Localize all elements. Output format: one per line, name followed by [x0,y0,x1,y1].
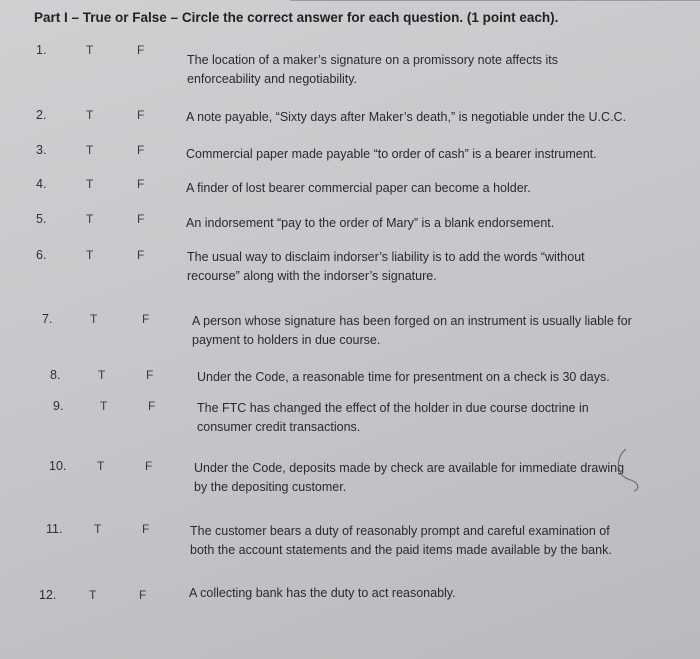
question-number: 3. [36,143,47,157]
question-text [194,459,624,497]
question-text-line: The FTC has changed the effect of the holder in due course doctrine in [197,401,589,415]
false-option[interactable]: F [137,212,145,226]
true-option[interactable]: T [98,368,106,382]
question-number: 9. [53,399,64,413]
top-rule [290,0,700,1]
pen-mark [612,447,648,493]
true-option[interactable]: T [86,108,94,122]
question-text [192,312,632,350]
question-number: 10. [49,459,67,473]
question-number: 5. [36,212,47,226]
question-text [190,522,612,560]
question-text-line: consumer credit transactions. [197,420,361,434]
true-option[interactable]: T [97,459,105,473]
question-row [0,43,700,93]
false-option[interactable]: F [145,459,153,473]
question-number: 12. [39,588,57,602]
question-text-line: payment to holders in due course. [192,333,381,347]
question-text-line: The location of a maker’s signature on a promissory note affects its [187,53,559,67]
true-option[interactable]: T [89,588,97,602]
question-text [197,399,589,437]
question-number: 6. [36,248,47,262]
question-text [187,248,585,286]
true-option[interactable]: T [86,43,94,57]
question-row [0,312,700,362]
false-option[interactable]: F [146,368,154,382]
question-text-line: A note payable, “Sixty days after Maker’s death,” is negotiable under the U.C.C. [186,110,627,124]
true-option[interactable]: T [100,399,108,413]
true-option[interactable]: T [86,143,94,157]
question-row [0,459,700,509]
question-number: 2. [36,108,47,122]
false-option[interactable]: F [139,588,147,602]
question-text [187,51,558,89]
question-text-line: A person whose signature has been forged on an instrument is usually liable for [192,314,632,328]
question-number: 11. [46,522,63,536]
question-number: 1. [36,43,47,57]
false-option[interactable]: F [137,177,145,191]
true-option[interactable]: T [86,177,94,191]
false-option[interactable]: F [137,248,145,262]
question-row [0,522,700,572]
question-text-line: Commercial paper made payable “to order of cash” is a bearer instrument. [186,147,597,161]
question-text-line: Under the Code, a reasonable time for presentment on a check is 30 days. [197,370,610,384]
question-number: 8. [50,368,61,382]
question-number: 4. [36,177,47,191]
question-text [186,108,626,127]
question-text-line: Under the Code, deposits made by check are available for immediate drawing [194,461,625,475]
question-text-line: An indorsement “pay to the order of Mary” is a blank endorsement. [186,216,555,230]
question-text [189,584,456,603]
true-option[interactable]: T [86,248,94,262]
question-text-line: A collecting bank has the duty to act reasonably. [189,586,456,600]
false-option[interactable]: F [142,522,150,536]
question-text-line: A finder of lost bearer commercial paper can become a holder. [186,181,531,195]
true-option[interactable]: T [86,212,94,226]
false-option[interactable]: F [137,143,145,157]
false-option[interactable]: F [137,108,145,122]
question-text-line: by the depositing customer. [194,480,347,494]
question-number: 7. [42,312,53,326]
question-text [186,145,597,164]
question-row [0,248,700,298]
false-option[interactable]: F [148,399,156,413]
question-text-line: enforceability and negotiability. [187,72,358,86]
question-text [197,368,610,387]
question-text-line: The customer bears a duty of reasonably prompt and careful examination of [190,524,610,538]
section-heading: Part I – True or False – Circle the correct answer for each question. (1 point each). [34,10,559,25]
question-text-line: The usual way to disclaim indorser’s liability is to add the words “without [187,250,585,264]
true-option[interactable]: T [94,522,102,536]
false-option[interactable]: F [142,312,150,326]
question-text-line: both the account statements and the paid items made available by the bank. [190,543,612,557]
false-option[interactable]: F [137,43,145,57]
question-text [186,214,554,233]
question-text [186,179,531,198]
true-option[interactable]: T [90,312,98,326]
question-row [0,399,700,449]
question-text-line: recourse” along with the indorser’s signature. [187,269,437,283]
question-row [0,588,700,638]
